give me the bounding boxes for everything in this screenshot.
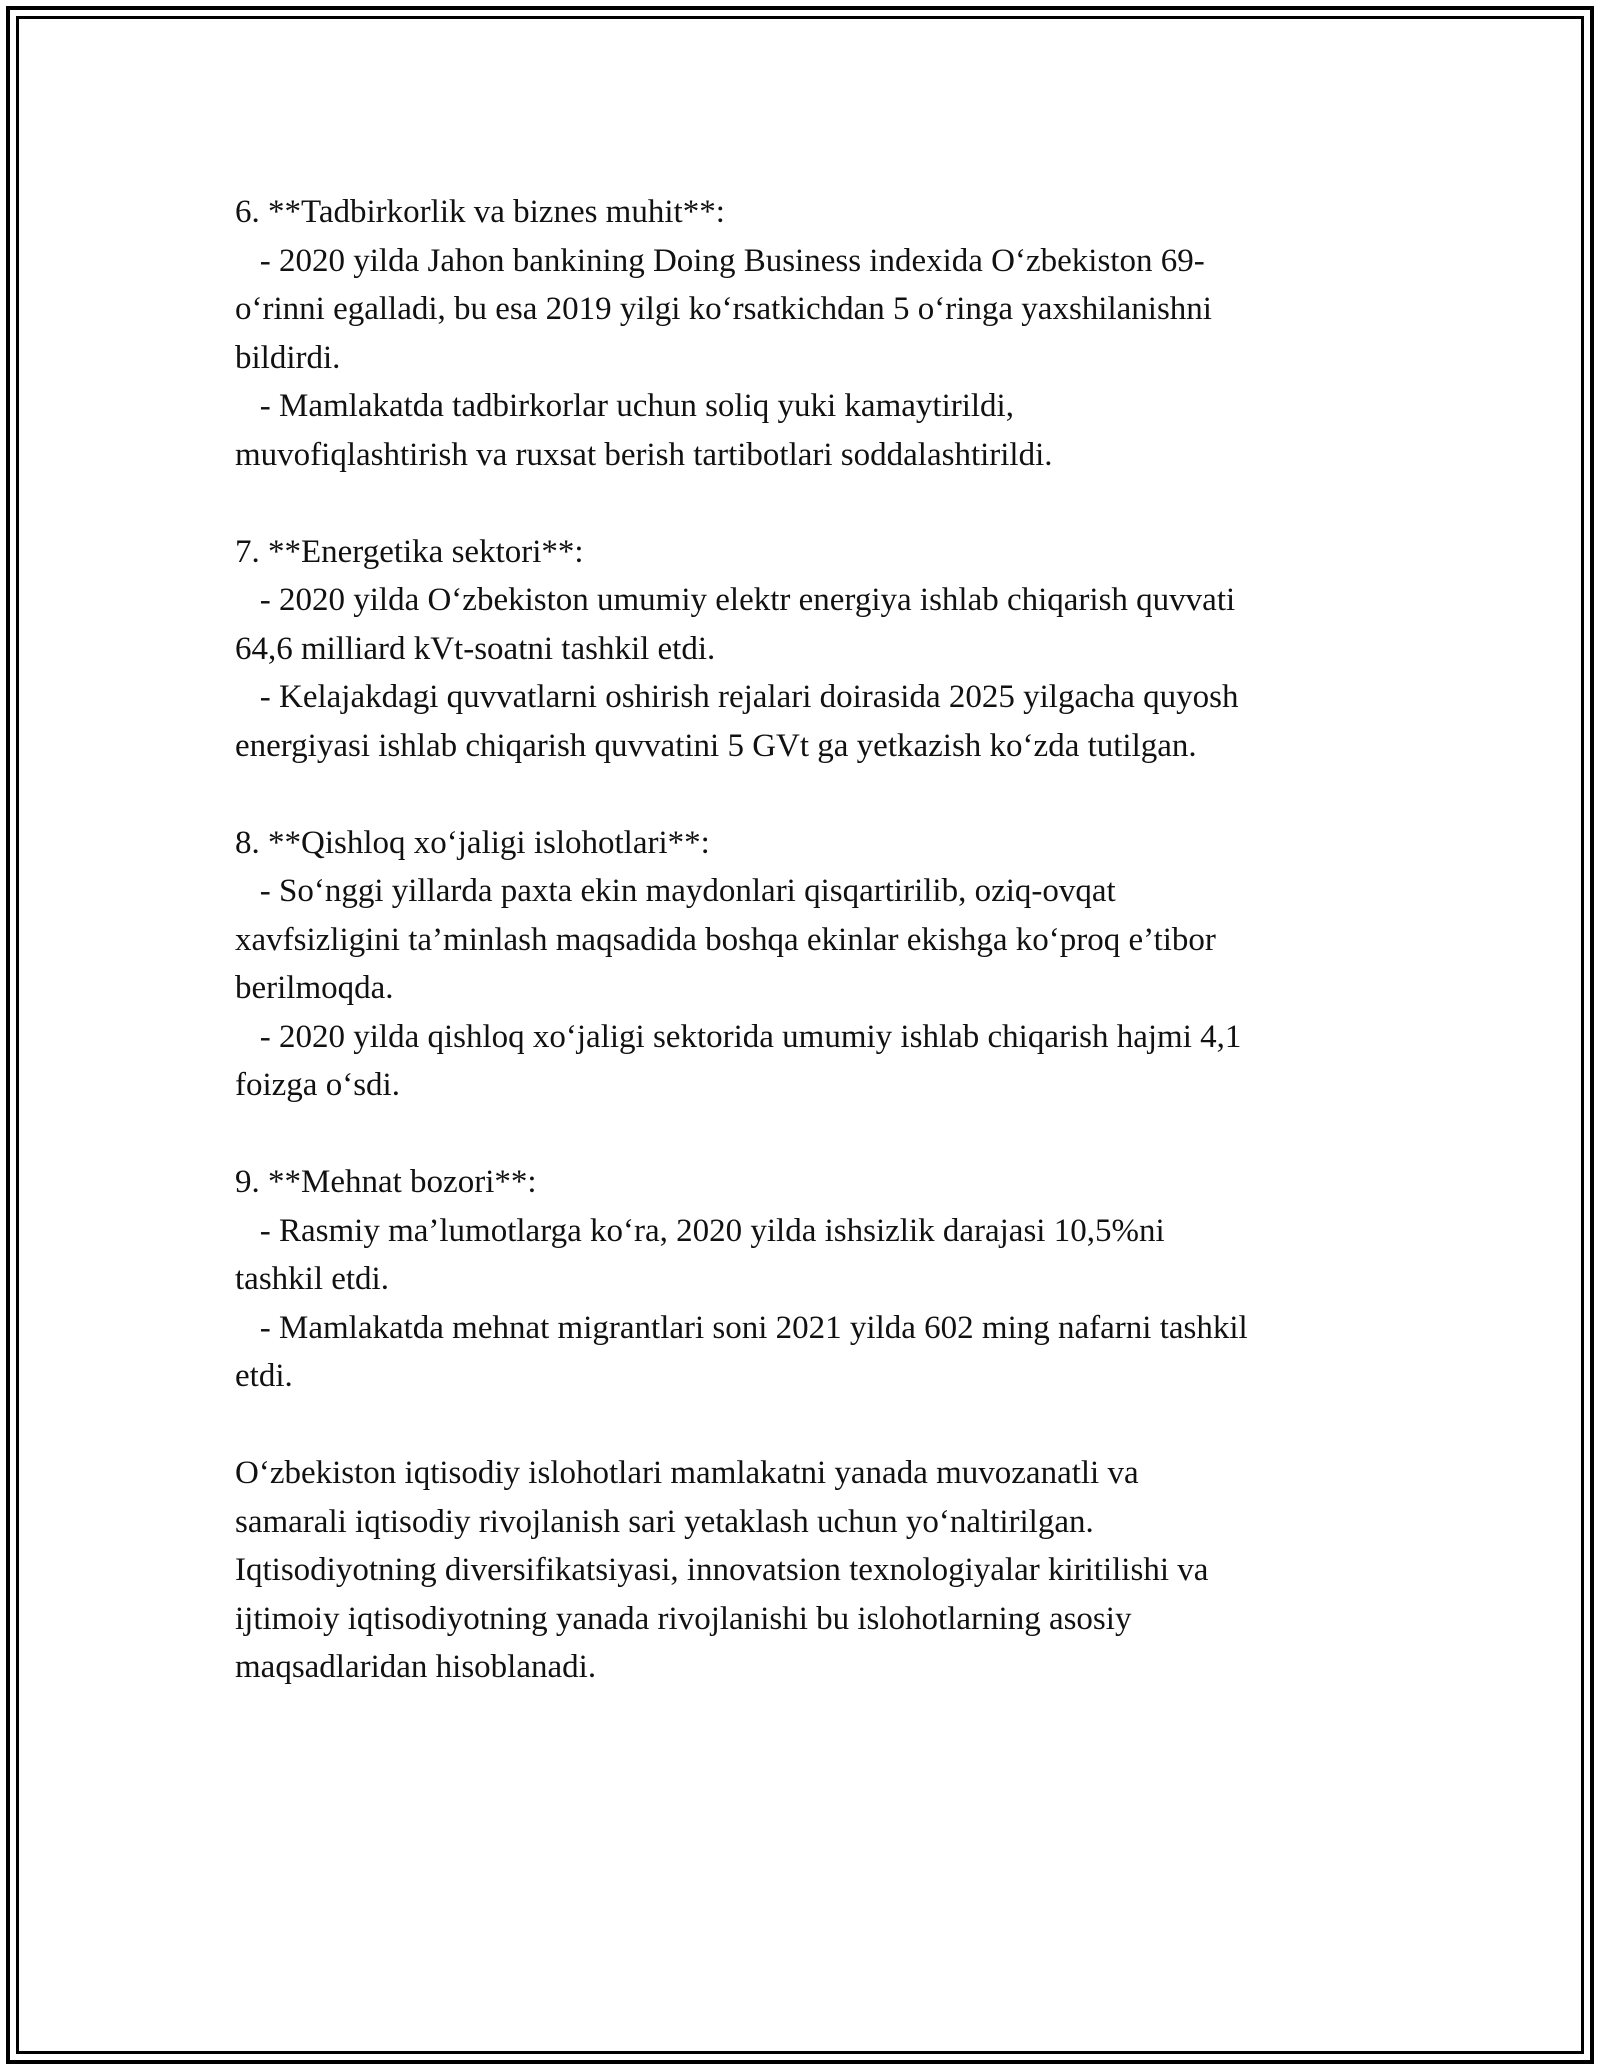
- paragraph-line: maqsadlaridan hisoblanadi.: [235, 1649, 597, 1685]
- section-labor-market: [235, 1158, 1405, 1401]
- paragraph-line: xavfsizligini ta’minlash maqsadida boshqa ekinlar ekishga ko‘proq e’tibor: [235, 921, 1216, 958]
- paragraph-line: tashkil etdi.: [235, 1261, 389, 1297]
- spacer: [235, 770, 1405, 819]
- spacer: [235, 1401, 1405, 1450]
- paragraph-line: etdi.: [235, 1358, 293, 1394]
- section-heading: 7. **Energetika sektori**:: [235, 533, 584, 570]
- paragraph-line: o‘rinni egalladi, bu esa 2019 yilgi ko‘rsatkichdan 5 o‘ringa yaxshilanishni: [235, 291, 1212, 327]
- paragraph-line: - Mamlakatda tadbirkorlar uchun soliq yuki kamaytirildi,: [235, 388, 1014, 424]
- paragraph-line: 64,6 milliard kVt-soatni tashkil etdi.: [235, 630, 716, 667]
- spacer: [235, 479, 1405, 528]
- section-entrepreneurship: [235, 188, 1405, 479]
- paragraph-line: berilmoqda.: [235, 970, 394, 1006]
- paragraph-line: O‘zbekiston iqtisodiy islohotlari mamlakatni yanada muvozanatli va: [235, 1455, 1139, 1491]
- spacer: [235, 1110, 1405, 1159]
- paragraph-line: Iqtisodiyotning diversifikatsiyasi, innovatsion texnologiyalar kiritilishi va: [235, 1552, 1209, 1588]
- document-body: [235, 188, 1405, 1692]
- paragraph-line: foizga o‘sdi.: [235, 1067, 400, 1103]
- paragraph-line: - 2020 yilda O‘zbekiston umumiy elektr energiya ishlab chiqarish quvvati: [235, 582, 1236, 618]
- section-heading: 9. **Mehnat bozori**:: [235, 1164, 537, 1200]
- section-energy: [235, 528, 1405, 771]
- paragraph-line: - Kelajakdagi quvvatlarni oshirish rejalari doirasida 2025 yilgacha quyosh: [235, 679, 1239, 715]
- paragraph-line: - Rasmiy ma’lumotlarga ko‘ra, 2020 yilda ishsizlik darajasi 10,5%ni: [235, 1212, 1165, 1249]
- paragraph-line: - 2020 yilda qishloq xo‘jaligi sektorida umumiy ishlab chiqarish hajmi 4,1: [235, 1018, 1242, 1055]
- paragraph-line: samarali iqtisodiy rivojlanish sari yetaklash uchun yo‘naltirilgan.: [235, 1503, 1094, 1540]
- paragraph-line: ijtimoiy iqtisodiyotning yanada rivojlanishi bu islohotlarning asosiy: [235, 1600, 1132, 1637]
- conclusion-paragraph: [235, 1449, 1405, 1692]
- paragraph-line: - 2020 yilda Jahon bankining Doing Business indexida O‘zbekiston 69-: [235, 242, 1205, 279]
- paragraph-line: - Mamlakatda mehnat migrantlari soni 2021 yilda 602 ming nafarni tashkil: [235, 1309, 1248, 1346]
- section-agriculture: [235, 819, 1405, 1110]
- paragraph-line: - So‘nggi yillarda paxta ekin maydonlari qisqartirilib, oziq-ovqat: [235, 873, 1116, 909]
- paragraph-line: energiyasi ishlab chiqarish quvvatini 5 GVt ga yetkazish ko‘zda tutilgan.: [235, 727, 1197, 764]
- section-heading: 8. **Qishloq xo‘jaligi islohotlari**:: [235, 824, 710, 861]
- paragraph-line: muvofiqlashtirish va ruxsat berish tartibotlari soddalashtirildi.: [235, 436, 1053, 473]
- section-heading: 6. **Tadbirkorlik va biznes muhit**:: [235, 194, 725, 230]
- paragraph-line: bildirdi.: [235, 339, 341, 376]
